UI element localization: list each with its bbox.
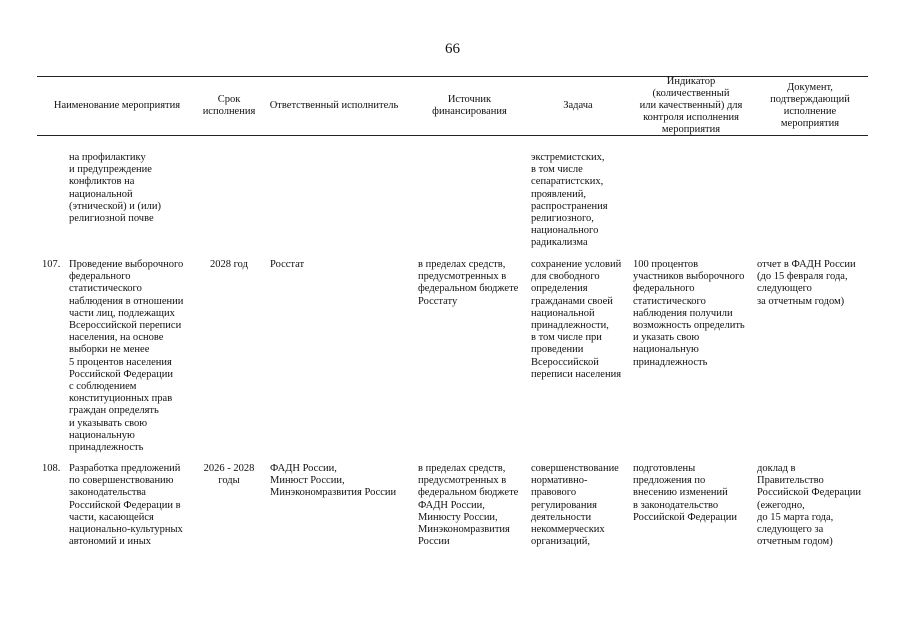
table-header-rule bbox=[37, 135, 868, 136]
row-108-document: доклад в Правительство Российской Федерации (ежегодно, до 15 марта года, следующего за отчетным годом) bbox=[757, 463, 861, 548]
header-name: Наименование мероприятия bbox=[53, 99, 181, 111]
row-108-name: Разработка предложений по совершенствованию законодательства Российской Федерации в части, касающейся национально-культурных автономий и иных bbox=[69, 463, 183, 548]
row-108-indicator: подготовлены предложения по внесению изменений в законодательство Российской Федерации bbox=[633, 463, 737, 523]
header-executor: Ответственный исполнитель bbox=[269, 99, 399, 111]
header-task: Задача bbox=[563, 99, 593, 111]
header-document: Документ, подтверждающий исполнение мероприятия bbox=[770, 81, 850, 129]
row-107-term: 2028 год bbox=[210, 259, 248, 270]
row-continuation-task: экстремистских, в том числе сепаратистских, проявлений, распространения религиозного, национального радикализма bbox=[531, 152, 608, 249]
row-107-source: в пределах средств, предусмотренных в федеральном бюджете Росстату bbox=[418, 259, 519, 307]
page-number: 66 bbox=[445, 41, 460, 57]
row-108-executor: ФАДН России, Минюст России, Минэкономразвития России bbox=[270, 463, 397, 499]
row-continuation-name: на профилактику и предупреждение конфликтов на национальной (этнической) и (или) религиозной почве bbox=[69, 152, 161, 225]
row-108-task: совершенствование нормативно- правового регулирования деятельности некоммерческих организаций, bbox=[531, 463, 619, 548]
row-107-document: отчет в ФАДН России (до 15 февраля года, следующего за отчетным годом) bbox=[757, 259, 856, 307]
row-108-source: в пределах средств, предусмотренных в федеральном бюджете ФАДН России, Минюсту России, Минэкономразвития России bbox=[418, 463, 519, 548]
header-indicator: Индикатор (количественный или качественный) для контроля исполнения мероприятия bbox=[639, 75, 743, 135]
header-source: Источник финансирования bbox=[432, 93, 507, 117]
row-107-indicator: 100 процентов участников выборочного федерального статистического наблюдения получили возможность определить и указать свою национальную принадлежность bbox=[633, 259, 745, 368]
row-107-executor: Росстат bbox=[270, 259, 305, 270]
row-107-task: сохранение условий для свободного определения гражданами своей национальной принадлежности, в том числе при проведении Всероссийской переписи населения bbox=[531, 259, 622, 380]
header-term: Срок исполнения bbox=[202, 93, 256, 117]
row-107-name: Проведение выборочного федерального статистического наблюдения в отношении части лиц, подлежащих Всероссийской переписи населения, на основе выборки не менее 5 процентов населения Российской Федерации с соблюдением конституционных прав граждан определять и указывать свою национальную принадлежность bbox=[69, 259, 184, 454]
row-108-term: 2026 - 2028 годы bbox=[203, 463, 255, 487]
row-107-number: 107. bbox=[42, 259, 61, 270]
row-108-number: 108. bbox=[42, 463, 61, 474]
